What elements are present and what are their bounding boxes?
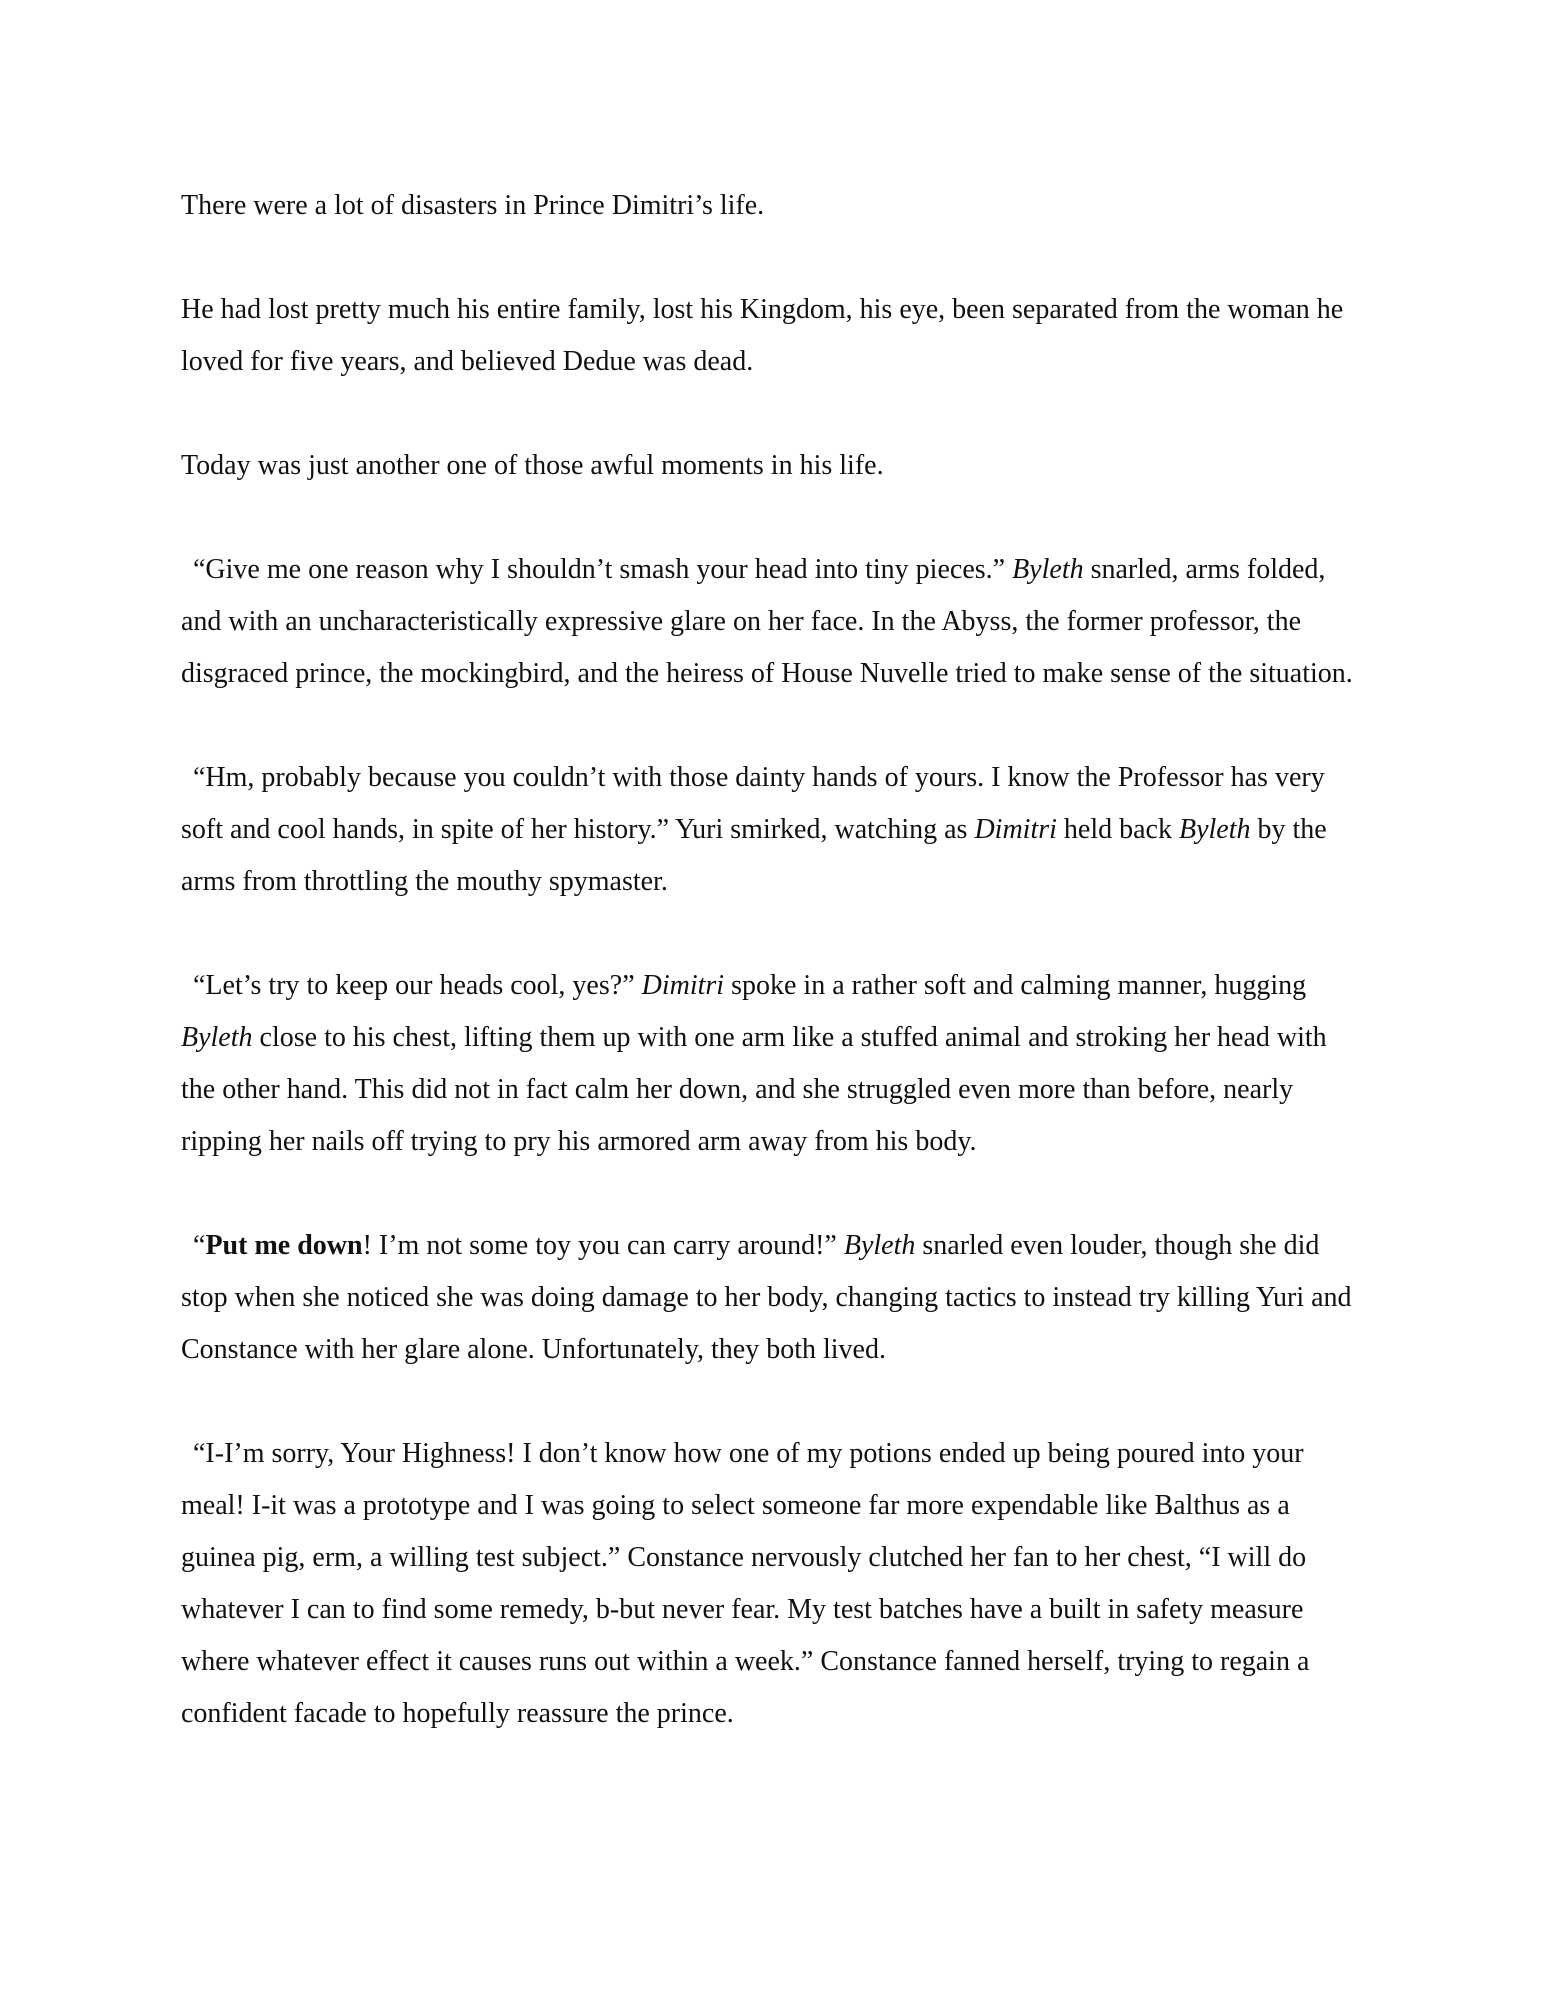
italic-text: Dimitri [974, 814, 1057, 845]
text-run: Today was just another one of those awful moments in his life. [181, 450, 884, 481]
paragraph [181, 440, 1361, 492]
italic-text: Byleth [181, 1022, 253, 1053]
bold-text: Put me down [205, 1230, 363, 1261]
text-run: He had lost pretty much his entire family, lost his Kingdom, his eye, been separated from the woman he loved for five years, and believed Dedue was dead. [181, 294, 1344, 377]
text-run: snarled even louder, though she did stop when she noticed she was doing damage to her body, changing tactics to instead try killing Yuri and Constance with her glare alone. Unfortunately, they both lived. [181, 1230, 1352, 1365]
text-run: by the arms from throttling the mouthy spymaster. [181, 814, 1327, 897]
italic-text: Byleth [1178, 814, 1251, 845]
paragraph [181, 960, 1361, 1168]
text-run: There were a lot of disasters in Prince Dimitri’s life. [181, 190, 765, 221]
paragraph [181, 544, 1361, 700]
paragraph [181, 752, 1361, 908]
paragraph [181, 1428, 1361, 1740]
text-run: “ [193, 1230, 206, 1261]
text-run: spoke in a rather soft and calming manner, hugging [724, 970, 1307, 1001]
text-run: close to his chest, lifting them up with one arm like a stuffed animal and stroking her head with the other hand. This did not in fact calm her down, and she struggled even more than before, nearly ripping her nails off trying to pry his armored arm away from his body. [181, 1022, 1327, 1157]
text-run: “Give me one reason why I shouldn’t smash your head into tiny pieces.” [193, 554, 1013, 585]
paragraph [181, 284, 1361, 388]
paragraph [181, 1220, 1361, 1376]
italic-text: Byleth [1012, 554, 1084, 585]
text-run: “Let’s try to keep our heads cool, yes?” [193, 970, 642, 1001]
italic-text: Byleth [843, 1230, 916, 1261]
text-run: ! I’m not some toy you can carry around!” [362, 1230, 844, 1261]
text-run: snarled, arms folded, and with an uncharacteristically expressive glare on her face. In the Abyss, the former professor, the disgraced prince, the mockingbird, and the heiress of House Nuvelle tried to make sense of the situation. [181, 554, 1353, 689]
text-run: “I-I’m sorry, Your Highness! I don’t know how one of my potions ended up being poured into your meal! I-it was a prototype and I was going to select someone far more expendable like Balthus as a guinea pig, erm, a willing test subject.” Constance nervously clutched her fan to her chest, “I will do whatever I can to find some remedy, b-but never fear. My test batches have a built in safety measure where whatever effect it causes runs out within a week.” Constance fanned herself, trying to regain a confident facade to hopefully reassure the prince. [181, 1438, 1310, 1729]
paragraph [181, 180, 1361, 232]
text-run: held back [1056, 814, 1179, 845]
italic-text: Dimitri [641, 970, 725, 1001]
story-text [181, 180, 1361, 1792]
text-run: “Hm, probably because you couldn’t with those dainty hands of yours. I know the Professor has very soft and cool hands, in spite of her history.” Yuri smirked, watching as [181, 762, 1325, 845]
